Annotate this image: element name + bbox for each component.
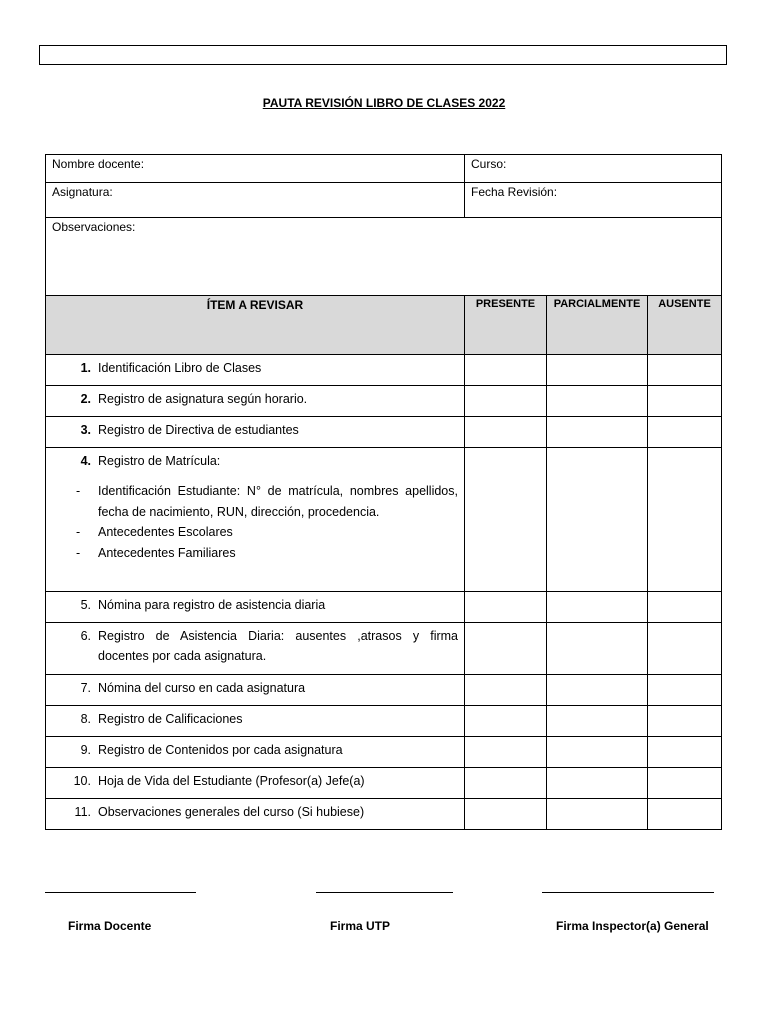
review-date-field[interactable]: Fecha Revisión: xyxy=(465,183,722,218)
item-text: Observaciones generales del curso (Si hubiese) xyxy=(98,805,365,819)
absent-check-cell[interactable] xyxy=(648,355,722,386)
subitem-text: Antecedentes Escolares xyxy=(98,525,233,539)
item-cell xyxy=(46,386,465,417)
present-check-cell[interactable] xyxy=(465,355,547,386)
partial-check-cell[interactable] xyxy=(547,737,648,768)
absent-check-cell[interactable] xyxy=(648,706,722,737)
partial-check-cell[interactable] xyxy=(547,355,648,386)
absent-check-cell[interactable] xyxy=(648,675,722,706)
partial-check-cell[interactable] xyxy=(547,386,648,417)
present-check-cell[interactable] xyxy=(465,592,547,623)
item-number: 2. xyxy=(80,392,91,406)
table-row xyxy=(46,417,722,448)
absent-check-cell[interactable] xyxy=(648,592,722,623)
present-check-cell[interactable] xyxy=(465,706,547,737)
absent-check-cell[interactable] xyxy=(648,768,722,799)
item-cell xyxy=(46,623,465,675)
header-item: ÍTEM A REVISAR xyxy=(46,296,465,355)
document-title: PAUTA REVISIÓN LIBRO DE CLASES 2022 xyxy=(262,96,506,110)
item-number: 3. xyxy=(80,423,91,437)
item-number: 9. xyxy=(80,743,91,757)
teacher-signature-line xyxy=(45,892,196,893)
partial-check-cell[interactable] xyxy=(547,417,648,448)
table-row xyxy=(46,386,722,417)
present-check-cell[interactable] xyxy=(465,417,547,448)
item-number: 10. xyxy=(73,774,91,788)
header-partial: PARCIALMENTE xyxy=(547,296,648,355)
absent-check-cell[interactable] xyxy=(648,417,722,448)
item-text: Hoja de Vida del Estudiante (Profesor(a) Jefe(a) xyxy=(98,774,365,788)
teacher-signature-label: Firma Docente xyxy=(68,919,152,933)
subject-field[interactable]: Asignatura: xyxy=(46,183,465,218)
item-number: 6. xyxy=(80,629,91,643)
absent-check-cell[interactable] xyxy=(648,737,722,768)
subitem-dash: - xyxy=(76,484,81,498)
subitem xyxy=(46,481,458,522)
item-text: Registro de Contenidos por cada asignatura xyxy=(98,743,343,757)
course-field[interactable]: Curso: xyxy=(465,155,722,183)
item-number: 5. xyxy=(80,598,91,612)
review-items-table xyxy=(45,295,722,830)
item-text: Registro de asignatura según horario. xyxy=(98,392,308,406)
item-text: Nómina del curso en cada asignatura xyxy=(98,681,306,695)
table-row xyxy=(46,592,722,623)
item-number: 11. xyxy=(74,805,91,819)
utp-signature-label: Firma UTP xyxy=(330,919,391,933)
partial-check-cell[interactable] xyxy=(547,623,648,675)
item-cell xyxy=(46,417,465,448)
header-box xyxy=(39,45,727,65)
header-present: PRESENTE xyxy=(465,296,547,355)
item-number: 4. xyxy=(80,454,91,468)
table-row xyxy=(46,706,722,737)
item-cell xyxy=(46,768,465,799)
absent-check-cell[interactable] xyxy=(648,448,722,592)
subitem-text: Antecedentes Familiares xyxy=(98,545,236,560)
item-cell xyxy=(46,706,465,737)
inspector-signature-label: Firma Inspector(a) General xyxy=(556,919,709,933)
utp-signature-line xyxy=(316,892,453,893)
partial-check-cell[interactable] xyxy=(547,768,648,799)
table-row xyxy=(46,448,722,592)
item-cell xyxy=(46,448,465,592)
item-text: Registro de Asistencia Diaria: ausentes ,atrasos y firma docentes por cada asignatura. xyxy=(98,629,458,663)
table-row xyxy=(46,799,722,830)
info-table xyxy=(45,154,722,296)
table-row xyxy=(46,768,722,799)
subitem-text: Identificación Estudiante: N° de matrícula, nombres apellidos, fecha de nacimiento, RUN, dirección, procedencia. xyxy=(98,484,458,519)
absent-check-cell[interactable] xyxy=(648,623,722,675)
item-cell xyxy=(46,675,465,706)
present-check-cell[interactable] xyxy=(465,768,547,799)
present-check-cell[interactable] xyxy=(465,623,547,675)
item-number: 8. xyxy=(80,712,91,726)
subitem xyxy=(46,543,458,564)
partial-check-cell[interactable] xyxy=(547,675,648,706)
item-text: Registro de Calificaciones xyxy=(98,712,243,726)
item-cell xyxy=(46,355,465,386)
inspector-signature-line xyxy=(542,892,714,893)
subitem xyxy=(46,522,458,543)
observations-field[interactable]: Observaciones: xyxy=(46,218,722,296)
table-row xyxy=(46,675,722,706)
item-text: Registro de Directiva de estudiantes xyxy=(98,423,299,437)
partial-check-cell[interactable] xyxy=(547,799,648,830)
partial-check-cell[interactable] xyxy=(547,592,648,623)
subitem-dash: - xyxy=(76,545,81,560)
present-check-cell[interactable] xyxy=(465,448,547,592)
table-row xyxy=(46,623,722,675)
subitem-dash: - xyxy=(76,525,81,539)
table-row xyxy=(46,737,722,768)
teacher-name-field[interactable]: Nombre docente: xyxy=(46,155,465,183)
item-number: 1. xyxy=(80,361,91,375)
absent-check-cell[interactable] xyxy=(648,386,722,417)
partial-check-cell[interactable] xyxy=(547,706,648,737)
item-cell xyxy=(46,799,465,830)
present-check-cell[interactable] xyxy=(465,386,547,417)
absent-check-cell[interactable] xyxy=(648,799,722,830)
present-check-cell[interactable] xyxy=(465,737,547,768)
present-check-cell[interactable] xyxy=(465,799,547,830)
header-absent: AUSENTE xyxy=(648,296,722,355)
item-number: 7. xyxy=(80,681,91,695)
present-check-cell[interactable] xyxy=(465,675,547,706)
item-text: Registro de Matrícula: xyxy=(98,454,221,468)
partial-check-cell[interactable] xyxy=(547,448,648,592)
item-cell xyxy=(46,592,465,623)
item-cell xyxy=(46,737,465,768)
item-text: Nómina para registro de asistencia diaria xyxy=(98,598,326,612)
table-row xyxy=(46,355,722,386)
item-text: Identificación Libro de Clases xyxy=(98,361,262,375)
